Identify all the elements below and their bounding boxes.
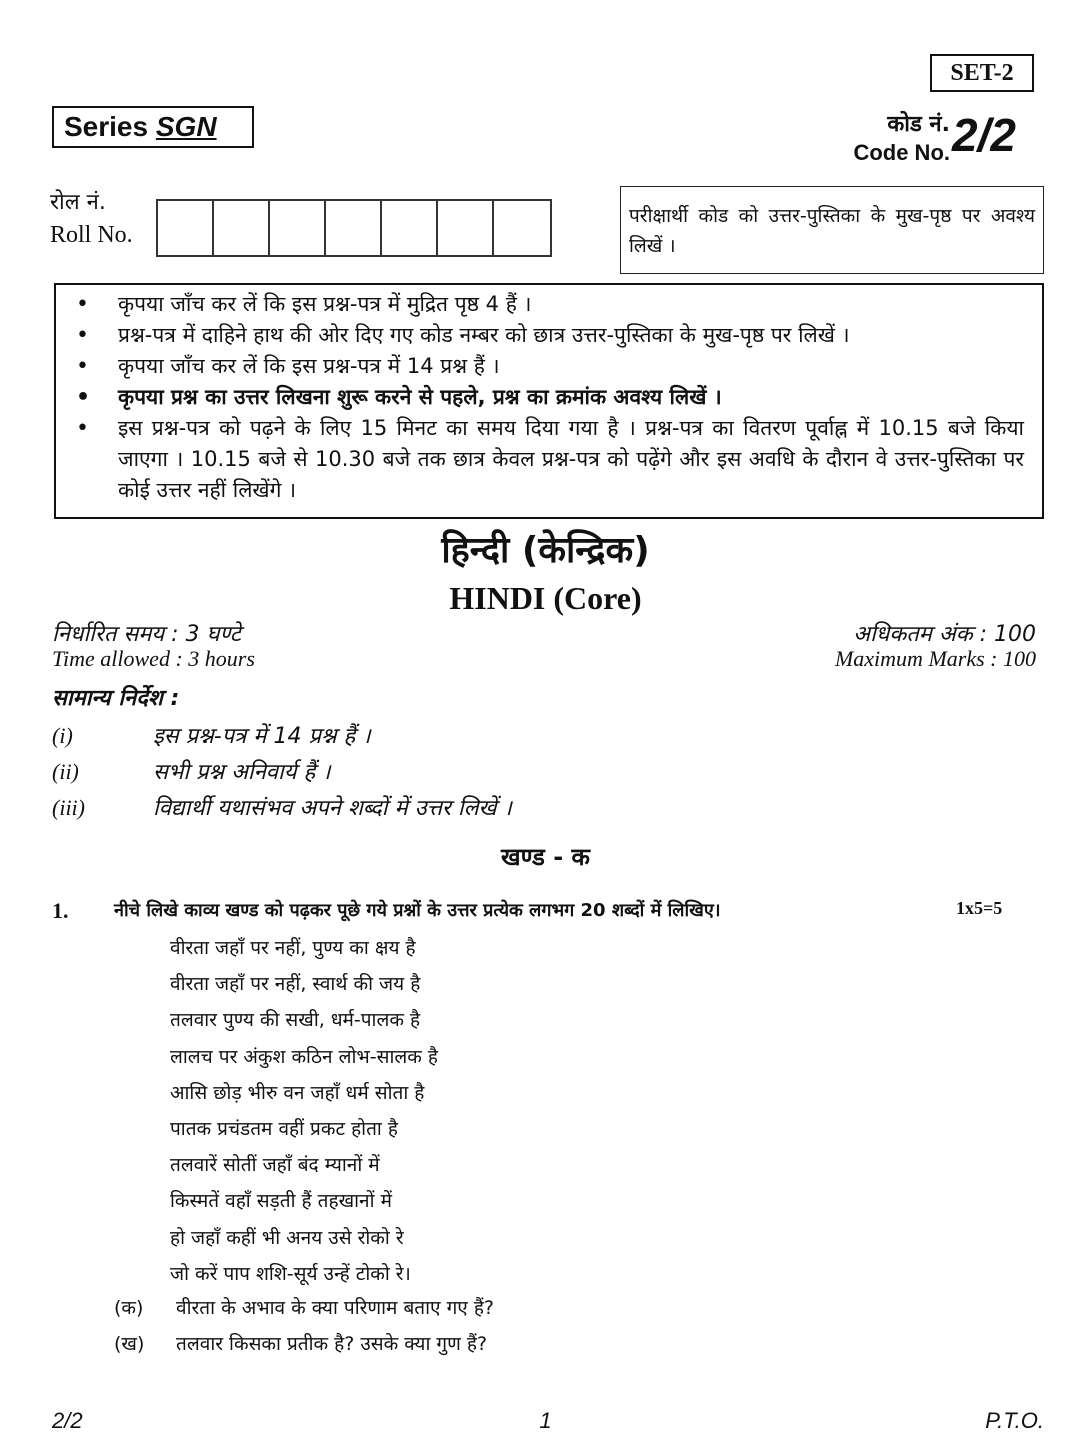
instruction-item: • कृपया प्रश्न का उत्तर लिखना शुरू करने से पहले, प्रश्न का क्रमांक अवश्य लिखें । — [72, 382, 1024, 413]
poem-line: जो करें पाप शशि-सूर्य उन्हें टोको रे। — [170, 1262, 411, 1285]
roll-number-grid[interactable] — [156, 199, 552, 257]
roll-label-english: Roll No. — [50, 222, 133, 248]
item-text: इस प्रश्न-पत्र में 14 प्रश्न हैं । — [153, 724, 371, 749]
general-instructions-heading: सामान्य निर्देश : — [52, 686, 180, 711]
code-value: 2/2 — [952, 109, 1016, 161]
general-instruction-item — [52, 756, 952, 786]
instructions-box — [54, 283, 1044, 519]
question-marks: 1x5=5 — [956, 898, 1003, 918]
sub-question — [114, 1294, 494, 1320]
instruction-item: • कृपया जाँच कर लें कि इस प्रश्न-पत्र में 14 प्रश्न हैं । — [72, 351, 1024, 382]
item-text: विद्यार्थी यथासंभव अपने शब्दों में उत्तर लिखें । — [153, 796, 512, 821]
max-marks-hindi: अधिकतम अंक : 100 — [853, 622, 1036, 647]
poem-line: वीरता जहाँ पर नहीं, पुण्य का क्षय है — [170, 937, 416, 959]
roll-digit-box[interactable] — [214, 201, 270, 255]
code-label-english: Code No. — [853, 140, 950, 165]
general-instruction-item — [52, 720, 952, 750]
series-code: SGN — [155, 111, 217, 142]
instruction-item: • प्रश्न-पत्र में दाहिने हाथ की ओर दिए गए कोड नम्बर को छात्र उत्तर-पुस्तिका के मुख-पृष्ठ पर लिखें । — [72, 320, 1024, 351]
question-number: 1. — [52, 898, 69, 923]
instruction-item: • कृपया जाँच कर लें कि इस प्रश्न-पत्र में मुद्रित पृष्ठ 4 हैं । — [72, 289, 1024, 320]
item-number: (ii) — [52, 759, 79, 784]
sub-question-text: तलवार किसका प्रतीक है? उसके क्या गुण हैं? — [176, 1333, 488, 1355]
item-text: सभी प्रश्न अनिवार्य हैं । — [153, 760, 331, 785]
series-box — [52, 106, 254, 148]
time-allowed-hindi: निर्धारित समय : 3 घण्टे — [52, 622, 241, 647]
poem-line: आसि छोड़ भीरु वन जहाँ धर्म सोता है — [170, 1081, 425, 1104]
poem-line: हो जहाँ कहीं भी अनय उसे रोको रे — [170, 1226, 404, 1249]
poem-line: वीरता जहाँ पर नहीं, स्वार्थ की जय है — [170, 973, 421, 996]
roll-digit-box[interactable] — [326, 201, 382, 255]
code-label-hindi: कोड नं. — [887, 112, 950, 137]
sub-question-label: (क) — [114, 1297, 144, 1319]
poem-line: किस्मतें वहाँ सड़ती हैं तहखानों में — [170, 1190, 392, 1213]
candidate-note: परीक्षार्थी कोड को उत्तर-पुस्तिका के मुख-पृष्ठ पर अवश्य लिखें । — [620, 186, 1044, 274]
footer-code: 2/2 — [52, 1408, 83, 1433]
roll-digit-box[interactable] — [382, 201, 438, 255]
question-text: नीचे लिखे काव्य खण्ड को पढ़कर पूछे गये प्रश्नों के उत्तर प्रत्येक लगभग 20 शब्दों में लिखिए। — [114, 900, 721, 921]
sub-question-label: (ख) — [114, 1333, 145, 1355]
poem-line: तलवार पुण्य की सखी, धर्म-पालक है — [170, 1009, 421, 1032]
roll-digit-box[interactable] — [494, 201, 550, 255]
section-heading: खण्ड - क — [501, 843, 590, 871]
roll-digit-box[interactable] — [158, 201, 214, 255]
sub-question — [114, 1330, 487, 1356]
poem-block — [170, 930, 438, 1292]
subject-title-hindi: हिन्दी (केन्द्रिक) — [441, 530, 650, 571]
general-instruction-item — [52, 792, 952, 822]
item-number: (iii) — [52, 795, 85, 820]
series-prefix: Series — [64, 111, 149, 142]
subject-title-english: HINDI (Core) — [449, 580, 642, 616]
roll-digit-box[interactable] — [270, 201, 326, 255]
item-number: (i) — [52, 723, 73, 748]
time-allowed-english: Time allowed : 3 hours — [52, 646, 255, 671]
set-label: SET-2 — [930, 54, 1034, 92]
page-number: 1 — [539, 1408, 552, 1433]
sub-question-text: वीरता के अभाव के क्या परिणाम बताए गए हैं? — [176, 1297, 495, 1319]
roll-label-hindi: रोल नं. — [50, 190, 106, 215]
instruction-item: • इस प्रश्न-पत्र को पढ़ने के लिए 15 मिनट का समय दिया गया है । प्रश्न-पत्र का वितरण पूर्वाह्न में 10.15 बजे किया जाएगा । 10.15 बजे से 10.30 बजे तक छात्र केवल प्रश्न-पत्र को पढ़ेंगे और इस अवधि के दौरान वे उत्तर-पुस्तिका पर कोई उत्तर नहीं लिखेंगे । — [72, 413, 1024, 506]
poem-line: लालच पर अंकुश कठिन लोभ-सालक है — [170, 1045, 438, 1068]
roll-digit-box[interactable] — [438, 201, 494, 255]
poem-line: पातक प्रचंडतम वहीं प्रकट होता है — [170, 1118, 398, 1141]
max-marks-english: Maximum Marks : 100 — [834, 646, 1036, 671]
please-turn-over: P.T.O. — [985, 1408, 1044, 1433]
poem-line: तलवारें सोतीं जहाँ बंद म्यानों में — [170, 1154, 380, 1177]
